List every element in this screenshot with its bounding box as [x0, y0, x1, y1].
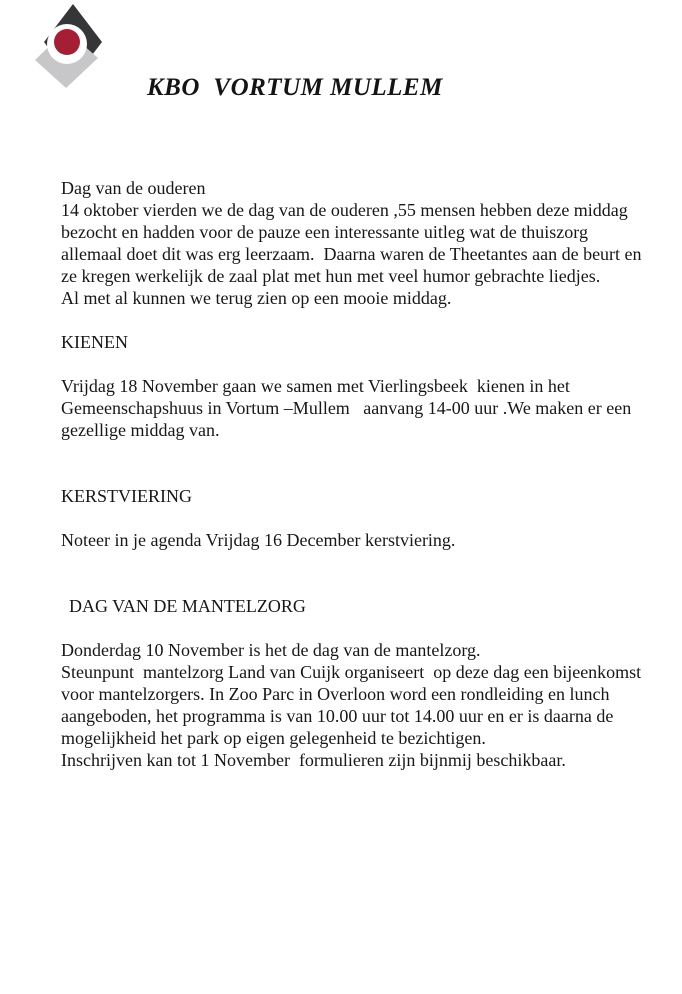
- text-line: voor mantelzorgers. In Zoo Parc in Overloon word een rondleiding en lunch: [61, 684, 610, 704]
- text-line: gezellige middag van.: [61, 420, 220, 440]
- text-line: Donderdag 10 November is het de dag van de mantelzorg.: [61, 640, 481, 660]
- text-line: KIENEN: [61, 332, 128, 352]
- text-block: [61, 639, 682, 771]
- text-line: Noteer in je agenda Vrijdag 16 December kerstviering.: [61, 530, 456, 550]
- text-line: Vrijdag 18 November gaan we samen met Vierlingsbeek kienen in het: [61, 376, 570, 396]
- text-line: Steunpunt mantelzorg Land van Cuijk organiseert op deze dag een bijeenkomst: [61, 662, 642, 682]
- text-line: Dag van de ouderen: [61, 178, 206, 198]
- text-line: mogelijkheid het park op eigen gelegenheid te bezichtigen.: [61, 728, 486, 748]
- text-line: Gemeenschapshuus in Vortum –Mullem aanvang 14-00 uur .We maken er een: [61, 398, 632, 418]
- text-block: [61, 177, 682, 309]
- section-heading: [61, 331, 682, 353]
- text-line: 14 oktober vierden we de dag van de ouderen ,55 mensen hebben deze middag: [61, 200, 628, 220]
- logo-red-circle-icon: [54, 29, 80, 55]
- text-line: Al met al kunnen we terug zien op een mooie middag.: [61, 288, 452, 308]
- text-block: [61, 529, 682, 551]
- text-line: Inschrijven kan tot 1 November formulieren zijn bijnmij beschikbaar.: [61, 750, 566, 770]
- section-heading: [61, 485, 682, 507]
- text-line: KERSTVIERING: [61, 486, 192, 506]
- text-line: DAG VAN DE MANTELZORG: [69, 596, 306, 616]
- text-line: allemaal doet dit was erg leerzaam. Daarna waren de Theetantes aan de beurt en: [61, 244, 642, 264]
- text-line: bezocht en hadden voor de pauze een interessante uitleg wat de thuiszorg: [61, 222, 588, 242]
- text-line: ze kregen werkelijk de zaal plat met hun met veel humor gebrachte liedjes.: [61, 266, 601, 286]
- text-line: aangeboden, het programma is van 10.00 uur tot 14.00 uur en er is daarna de: [61, 706, 614, 726]
- page-title: KBO VORTUM MULLEM: [147, 74, 443, 101]
- kbo-logo: [30, 2, 106, 92]
- document-body: [61, 177, 682, 771]
- text-block: [61, 375, 682, 441]
- section-heading: [61, 595, 682, 617]
